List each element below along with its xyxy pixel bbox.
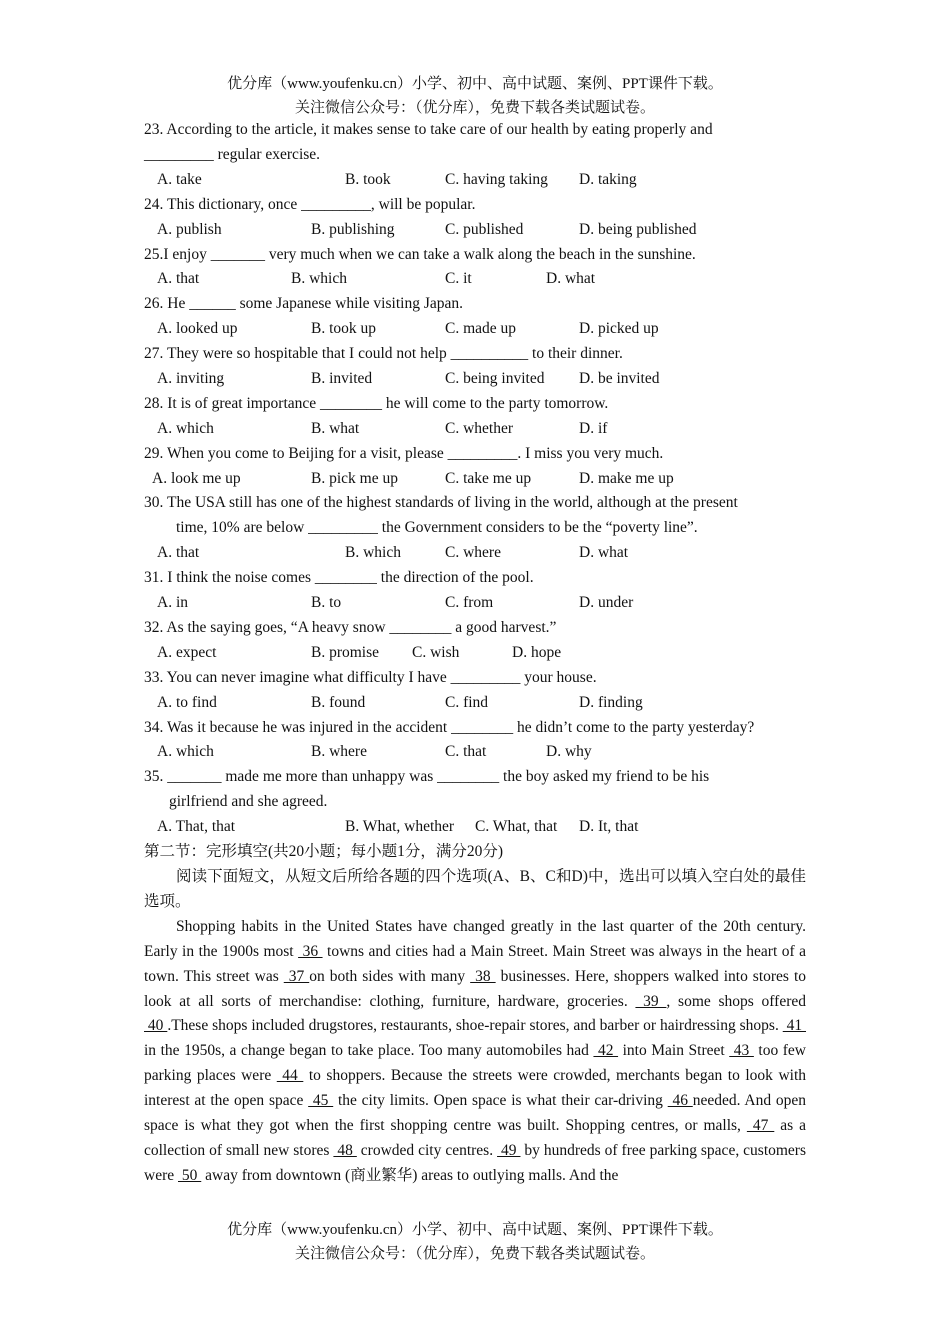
cloze-blank: 46 bbox=[667, 1092, 693, 1110]
option-b: B. publishing bbox=[311, 220, 395, 238]
option-d: D. what bbox=[546, 270, 596, 288]
option-b: B. found bbox=[311, 693, 366, 711]
option-c: C. where bbox=[445, 544, 501, 562]
passage-text: away from downtown (商业繁华) areas to outlying malls. And the bbox=[201, 1166, 619, 1184]
question-text: 23. According to the article, it makes sense to take care of our health by eating properly and bbox=[144, 121, 713, 138]
cloze-blank: 47 bbox=[746, 1117, 775, 1135]
option-c: C. whether bbox=[445, 419, 514, 437]
option-d: D. under bbox=[579, 594, 634, 612]
footer-line-2: 关注微信公众号：（优分库），免费下载各类试题试卷。 bbox=[294, 1246, 655, 1262]
option-d: D. It, that bbox=[579, 818, 639, 836]
option-b: B. where bbox=[311, 743, 367, 761]
cloze-blank: 40 bbox=[144, 1017, 168, 1035]
option-a: A. publish bbox=[157, 220, 222, 238]
question-text: 24. This dictionary, once _________, will be popular. bbox=[144, 195, 476, 213]
passage-text: needed. And open space is what they got when the first shopping centre was built. Shopping centres, or malls, bbox=[144, 1092, 807, 1135]
passage-text: crowded city centres. bbox=[356, 1141, 498, 1159]
option-c: C. from bbox=[445, 594, 494, 612]
passage-text: , some shops offered bbox=[666, 992, 807, 1010]
option-c: C. take me up bbox=[445, 469, 532, 487]
option-d: D. what bbox=[579, 544, 629, 562]
option-b: B. took up bbox=[311, 320, 377, 338]
option-a: A. that bbox=[157, 270, 200, 288]
cloze-blank: 49 bbox=[497, 1141, 521, 1159]
option-a: A. inviting bbox=[157, 370, 225, 387]
option-a: A. look me up bbox=[152, 469, 241, 487]
option-c: C. made up bbox=[445, 320, 517, 338]
option-a: A. which bbox=[157, 419, 214, 437]
header-line-2: 关注微信公众号：（优分库），免费下载各类试题试卷。 bbox=[294, 100, 655, 116]
question-text: 28. It is of great importance ________ he will come to the party tomorrow. bbox=[144, 394, 609, 412]
cloze-blank: 43 bbox=[729, 1042, 754, 1060]
cloze-blank: 41 bbox=[782, 1017, 807, 1035]
option-a: A. expect bbox=[157, 643, 217, 661]
option-b: B. took bbox=[345, 170, 391, 188]
option-b: B. invited bbox=[311, 370, 373, 387]
option-d: D. hope bbox=[512, 643, 562, 661]
cloze-passage bbox=[144, 915, 806, 1189]
passage-text: on both sides with many bbox=[309, 967, 471, 985]
options-23 bbox=[144, 168, 806, 193]
options-33 bbox=[144, 691, 806, 716]
option-d: D. if bbox=[579, 419, 608, 437]
passage-text: the city limits. Open space is what their car-driving bbox=[333, 1092, 668, 1110]
question-23 bbox=[144, 118, 806, 168]
option-a: A. That, that bbox=[157, 818, 236, 836]
option-a: A. take bbox=[157, 170, 202, 188]
question-text: 35. _______ made me more than unhappy was ________ the boy asked my friend to be his bbox=[144, 768, 710, 786]
passage-text: businesses. Here, shoppers walked into stores to look at all sorts of merchandise: clothing, furniture, hardware, groceries. bbox=[144, 967, 807, 1010]
question-28 bbox=[144, 392, 806, 417]
question-text: 33. You can never imagine what difficulty I have _________ your house. bbox=[144, 668, 597, 686]
question-34 bbox=[144, 716, 806, 741]
options-28 bbox=[144, 417, 806, 442]
option-c: C. published bbox=[445, 220, 524, 238]
question-text: 29. When you come to Beijing for a visit, please _________. I miss you very much. bbox=[144, 444, 664, 462]
question-text-cont: girlfriend and she agreed. bbox=[169, 793, 328, 811]
option-b: B. which bbox=[291, 270, 347, 288]
header-line-1: 优分库（www.youfenku.cn）小学、初中、高中试题、案例、PPT课件下载。 bbox=[227, 76, 723, 92]
option-b: B. What, whether bbox=[345, 818, 455, 836]
options-30 bbox=[144, 541, 806, 566]
option-c: C. having taking bbox=[445, 170, 548, 188]
options-31 bbox=[144, 591, 806, 616]
option-a: A. to find bbox=[157, 693, 217, 711]
passage-text: in the 1950s, a change began to take place. Too many automobiles had bbox=[144, 1042, 594, 1060]
question-text: 26. He ______ some Japanese while visiting Japan. bbox=[144, 295, 463, 313]
question-31 bbox=[144, 566, 806, 591]
passage-text: .These shops included drugstores, restaurants, shoe-repair stores, and barber or hairdressing shops. bbox=[167, 1017, 783, 1035]
option-d: D. why bbox=[546, 743, 592, 761]
option-a: A. that bbox=[157, 544, 200, 562]
option-c: C. that bbox=[445, 743, 487, 761]
option-c: C. wish bbox=[412, 643, 460, 661]
option-c: C. What, that bbox=[475, 818, 558, 836]
options-24 bbox=[144, 218, 806, 243]
section-title: 第二节：完形填空(共20小题；每小题1分，满分20分) bbox=[144, 843, 504, 861]
option-a: A. in bbox=[157, 594, 188, 612]
question-26 bbox=[144, 292, 806, 317]
option-b: B. to bbox=[311, 594, 342, 612]
option-b: B. which bbox=[345, 544, 401, 562]
option-d: D. make me up bbox=[579, 469, 674, 487]
question-29 bbox=[144, 442, 806, 467]
cloze-blank: 39 bbox=[635, 992, 667, 1010]
option-b: B. pick me up bbox=[311, 469, 398, 487]
option-d: D. being published bbox=[579, 220, 697, 238]
options-32 bbox=[144, 641, 806, 666]
question-text: 32. As the saying goes, “A heavy snow ________ a good harvest.” bbox=[144, 618, 557, 636]
page-footer bbox=[0, 1218, 950, 1266]
option-a: A. looked up bbox=[157, 320, 238, 338]
options-29 bbox=[144, 467, 806, 492]
cloze-blank: 37 bbox=[283, 967, 310, 985]
options-34 bbox=[144, 740, 806, 765]
question-text: 27. They were so hospitable that I could not help __________ to their dinner. bbox=[144, 345, 623, 363]
question-text-cont: _________ regular exercise. bbox=[144, 145, 321, 163]
passage-text: towns and cities had a Main Street. Main Street was always in the heart of a town. This street was bbox=[144, 942, 806, 985]
question-text: 25.I enjoy _______ very much when we can take a walk along the beach in the sunshine. bbox=[144, 245, 696, 263]
question-25 bbox=[144, 243, 806, 268]
question-33 bbox=[144, 666, 806, 691]
cloze-blank: 50 bbox=[178, 1166, 202, 1184]
question-text: 31. I think the noise comes ________ the direction of the pool. bbox=[144, 569, 534, 587]
cloze-blank: 36 bbox=[298, 942, 323, 960]
cloze-blank: 45 bbox=[308, 1092, 334, 1110]
question-27 bbox=[144, 342, 806, 367]
question-text: 30. The USA still has one of the highest standards of living in the world, although at the present bbox=[144, 494, 738, 512]
question-24 bbox=[144, 193, 806, 218]
option-a: A. which bbox=[157, 743, 214, 761]
cloze-blank: 48 bbox=[333, 1141, 357, 1159]
passage-text: to shoppers. Because the streets were crowded, merchants began to look with interest at the open space bbox=[144, 1067, 807, 1110]
option-c: C. it bbox=[445, 270, 472, 288]
question-30 bbox=[144, 491, 806, 541]
cloze-blank: 42 bbox=[593, 1042, 619, 1060]
option-b: B. promise bbox=[311, 643, 380, 661]
question-text: 34. Was it because he was injured in the accident ________ he didn’t come to the party yesterday? bbox=[144, 718, 755, 736]
options-35 bbox=[144, 815, 806, 840]
option-d: D. taking bbox=[579, 170, 637, 188]
options-26 bbox=[144, 317, 806, 342]
option-d: D. picked up bbox=[579, 320, 659, 338]
question-text-cont: time, 10% are below _________ the Government considers to be the “poverty line”. bbox=[176, 519, 698, 537]
option-c: C. find bbox=[445, 693, 489, 711]
options-25 bbox=[144, 267, 806, 292]
cloze-blank: 44 bbox=[276, 1067, 304, 1085]
passage-text: into Main Street bbox=[618, 1042, 730, 1060]
exam-content bbox=[144, 118, 806, 1189]
page-header bbox=[0, 72, 950, 120]
question-35 bbox=[144, 765, 806, 815]
option-c: C. being invited bbox=[445, 370, 545, 387]
question-32 bbox=[144, 616, 806, 641]
passage-text: too few parking places were bbox=[144, 1042, 806, 1085]
footer-line-1: 优分库（www.youfenku.cn）小学、初中、高中试题、案例、PPT课件下载。 bbox=[227, 1222, 723, 1238]
passage-text: by hundreds of free parking space, customers were bbox=[144, 1141, 807, 1184]
cloze-blank: 38 bbox=[470, 967, 496, 985]
section-instruction: 阅读下面短文，从短文后所给各题的四个选项(A、B、C和D)中，选出可以填入空白处的最佳选项。 bbox=[144, 867, 806, 910]
option-d: D. finding bbox=[579, 693, 643, 711]
passage-text: Shopping habits in the United States have changed greatly in the last quarter of the 20th century. Early in the 1900s most bbox=[144, 917, 806, 960]
options-27 bbox=[144, 367, 806, 392]
option-b: B. what bbox=[311, 419, 360, 437]
passage-text: as a collection of small new stores bbox=[144, 1117, 807, 1159]
option-d: D. be invited bbox=[579, 370, 660, 387]
